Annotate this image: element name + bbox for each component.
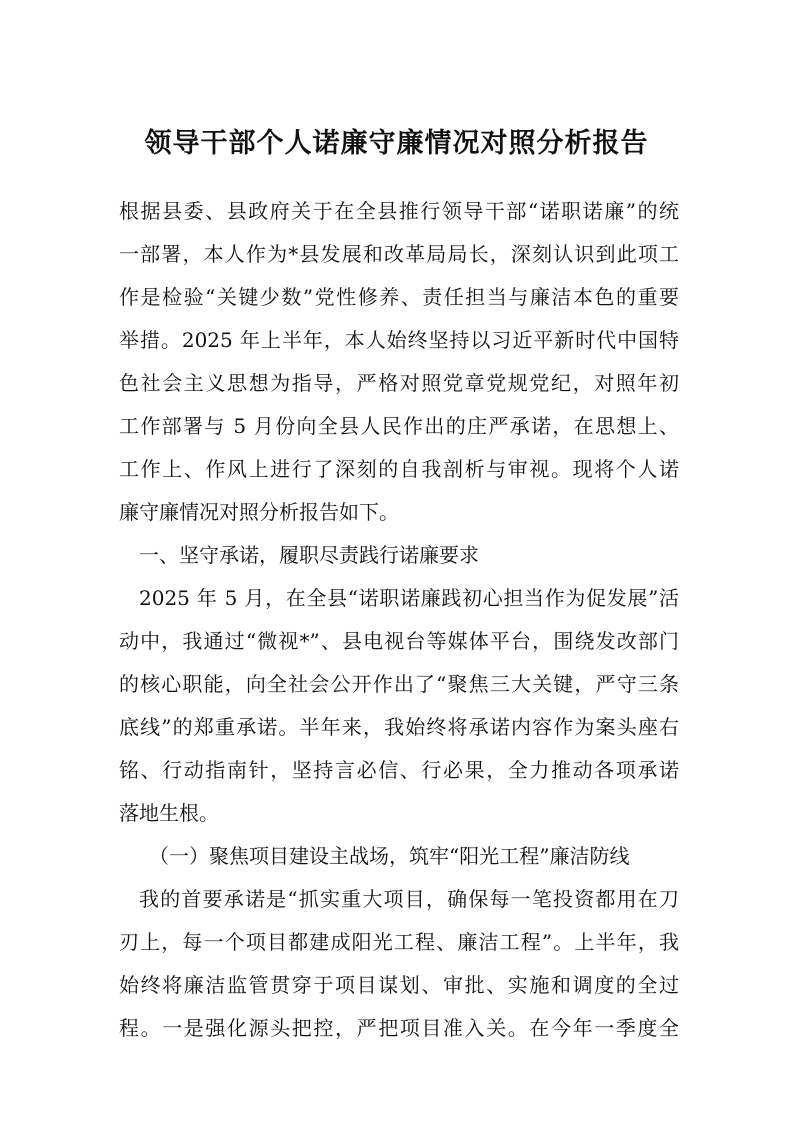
paragraph-line: 程。一是强化源头把控，严把项目准入关。在今年一季度全: [119, 1016, 679, 1040]
section-heading: 一、坚守承诺，履职尽责践行诺廉要求: [139, 543, 479, 567]
document-body: [119, 190, 679, 1050]
paragraph-line: 工作部署与 5 月份向全县人民作出的庄严承诺，在思想上、: [119, 414, 679, 438]
subsection-heading: （一）聚焦项目建设主战场，筑牢“阳光工程”廉洁防线: [149, 844, 630, 868]
paragraph-line: 始终将廉洁监管贯穿于项目谋划、审批、实施和调度的全过: [119, 973, 679, 997]
paragraph-line: 举措。2025 年上半年，本人始终坚持以习近平新时代中国特: [119, 328, 679, 352]
paragraph-line: 底线”的郑重承诺。半年来，我始终将承诺内容作为案头座右: [119, 715, 679, 739]
paragraph-line: 一部署，本人作为*县发展和改革局局长，深刻认识到此项工: [119, 242, 679, 266]
paragraph-line: 工作上、作风上进行了深刻的自我剖析与审视。现将个人诺: [119, 457, 679, 481]
paragraph-line: 根据县委、县政府关于在全县推行领导干部“诺职诺廉”的统: [119, 199, 679, 223]
paragraph-line: 色社会主义思想为指导，严格对照党章党规党纪，对照年初: [119, 371, 679, 395]
paragraph-line: 落地生根。: [119, 801, 219, 825]
paragraph-line: 我的首要承诺是“抓实重大项目，确保每一笔投资都用在刀: [139, 887, 679, 911]
paragraph-line: 廉守廉情况对照分析报告如下。: [119, 500, 399, 524]
paragraph-line: 刃上，每一个项目都建成阳光工程、廉洁工程”。上半年，我: [119, 930, 679, 954]
paragraph-line: 动中，我通过“微视*”、县电视台等媒体平台，围绕发改部门: [119, 629, 679, 653]
document-title: 领导干部个人诺廉守廉情况对照分析报告: [144, 128, 649, 159]
paragraph-line: 作是检验“关键少数”党性修养、责任担当与廉洁本色的重要: [119, 285, 679, 309]
paragraph-line: 铭、行动指南针，坚持言必信、行必果，全力推动各项承诺: [119, 758, 679, 782]
paragraph-line: 2025 年 5 月，在全县“诺职诺廉践初心担当作为促发展”活: [139, 586, 679, 610]
paragraph-line: 的核心职能，向全社会公开作出了“聚焦三大关键，严守三条: [119, 672, 679, 696]
